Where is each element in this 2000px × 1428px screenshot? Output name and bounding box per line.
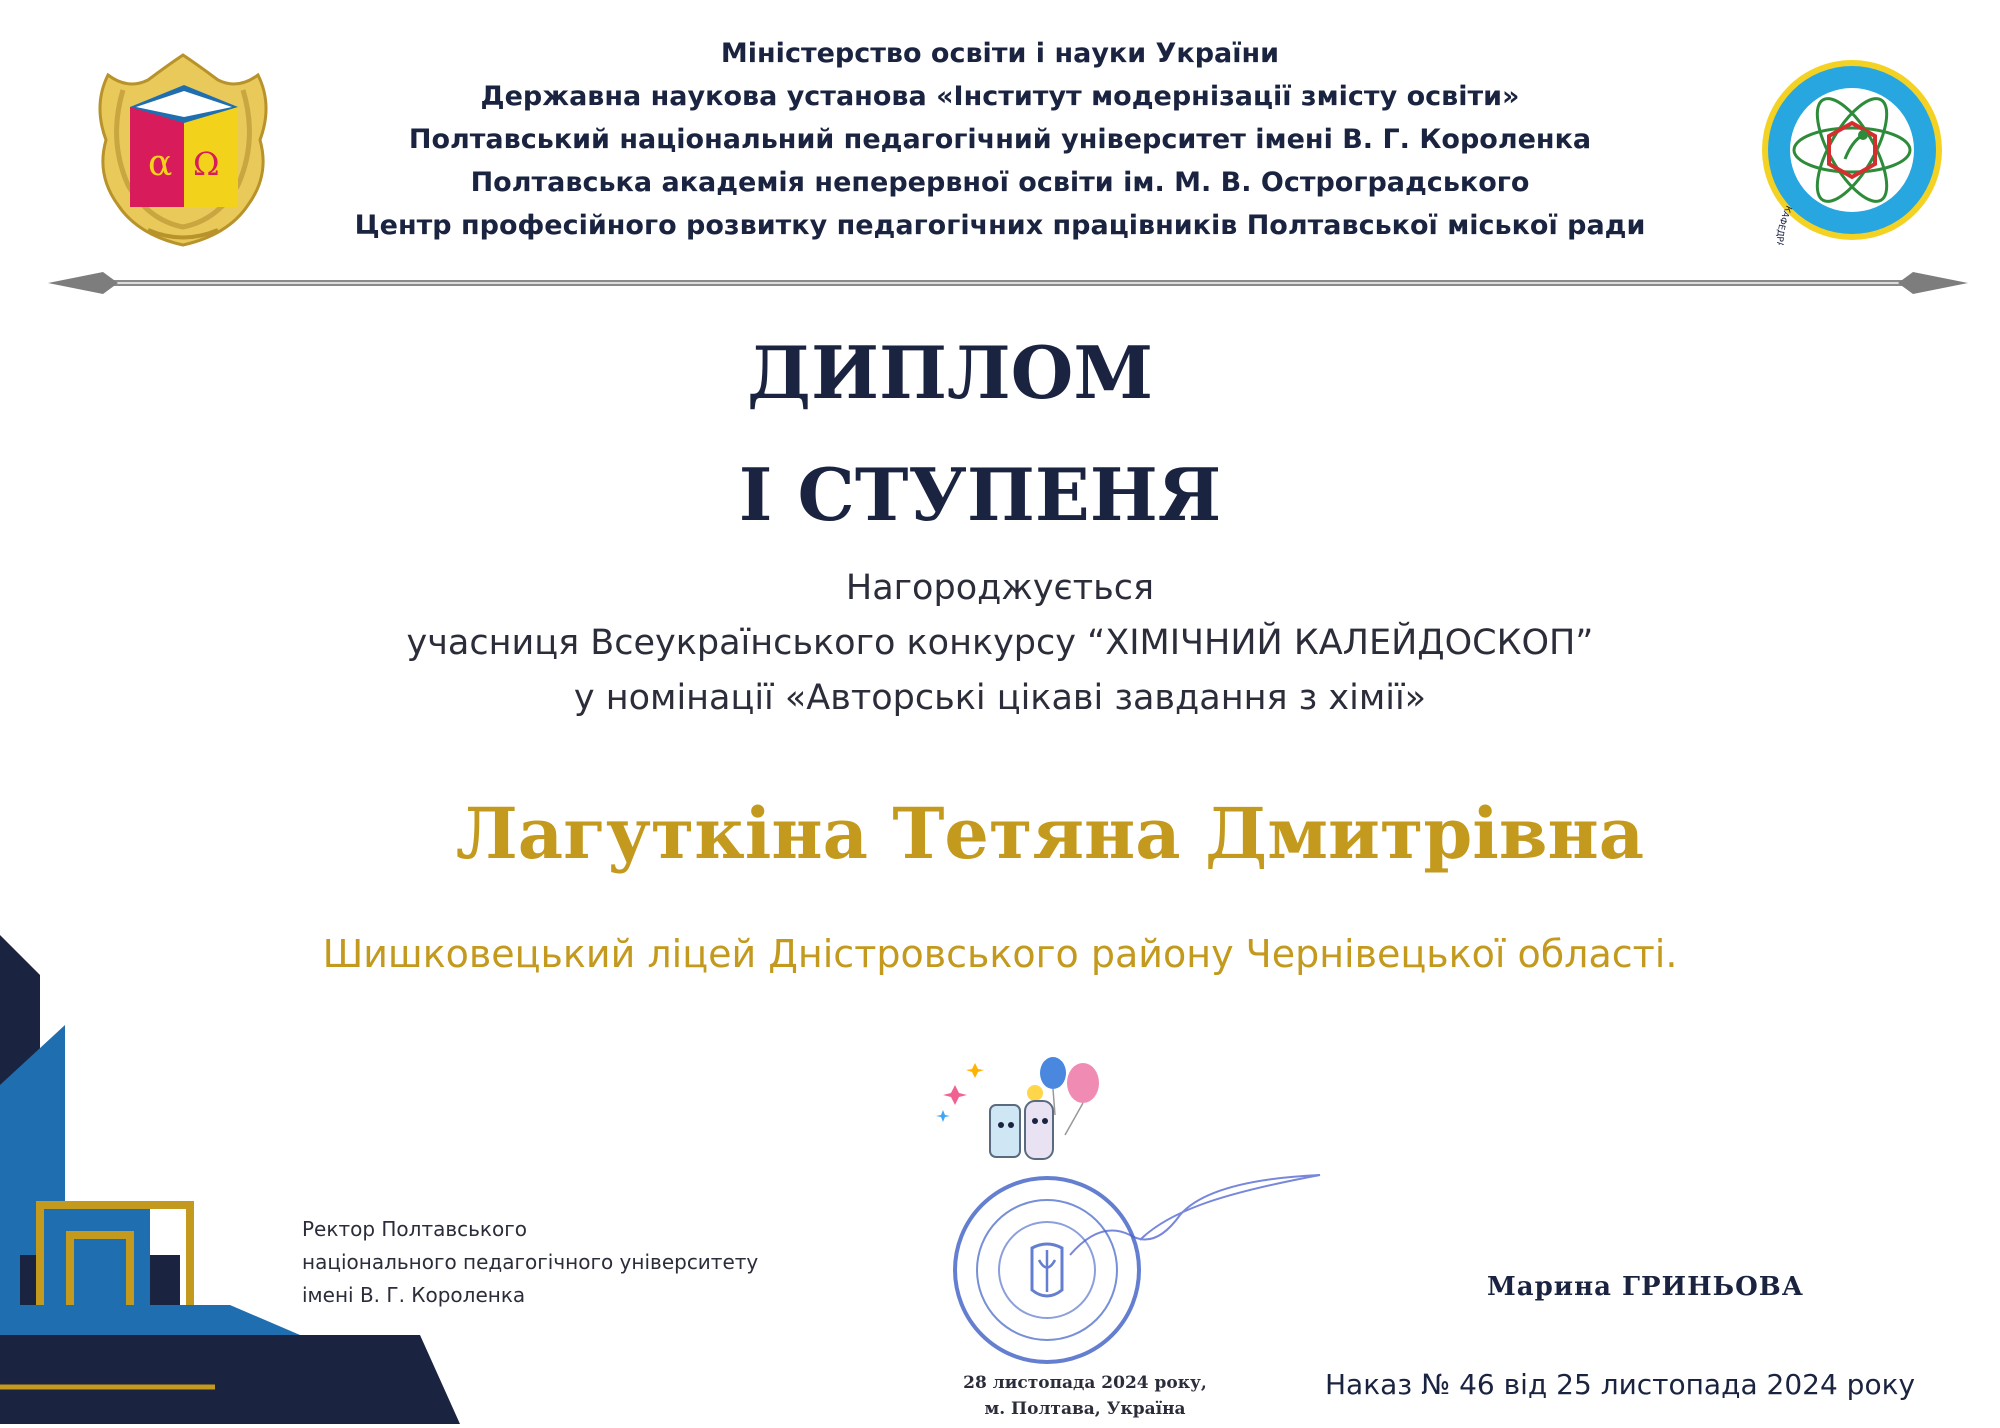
header-line-center: Центр професійного розвитку педагогічних працівників Полтавської міської ради	[354, 210, 1646, 241]
university-emblem	[88, 45, 278, 250]
diploma-title: ДИПЛОМ	[746, 330, 1154, 415]
header-line-university: Полтавський національний педагогічний університет імені В. Г. Короленка	[408, 124, 1592, 155]
institution-line: Шишковецький ліцей Дністровського району Чернівецької області.	[322, 932, 1678, 976]
header-line-institute: Державна наукова установа «Інститут модернізації змісту освіти»	[480, 81, 1520, 112]
rector-title	[302, 1213, 758, 1312]
rector-line-3: імені В. Г. Короленка	[302, 1283, 526, 1307]
contest-line: учасниця Всеукраїнського конкурсу “ХІМІЧНИЙ КАЛЕЙДОСКОП”	[406, 623, 1594, 663]
rector-line-2: національного педагогічного університету	[302, 1250, 759, 1274]
order-reference: Наказ № 46 від 25 листопада 2024 року	[1325, 1368, 1916, 1401]
department-emblem-text: КАФЕДРА	[1773, 203, 1794, 245]
nomination-line: у номінації «Авторські цікаві завдання з хімії»	[573, 678, 1427, 718]
department-emblem	[1757, 55, 1947, 245]
omega-letter: Ω	[193, 145, 220, 183]
header-line-ministry: Міністерство освіти і науки України	[720, 38, 1280, 69]
corner-decoration	[0, 935, 460, 1424]
rector-line-1: Ректор Полтавського	[302, 1217, 527, 1241]
signature-mark	[1060, 1160, 1330, 1270]
recipient-name: Лагуткіна Тетяна Дмитрівна	[455, 792, 1645, 875]
diploma-degree: І СТУПЕНЯ	[738, 452, 1222, 537]
stamp-date-line: 28 листопада 2024 року,	[963, 1373, 1207, 1393]
chemistry-mascot-illustration	[935, 1055, 1105, 1165]
header-line-academy: Полтавська академія неперервної освіти ім. М. В. Остроградського	[470, 167, 1530, 198]
alpha-letter: α	[148, 143, 173, 184]
awarded-line: Нагороджується	[845, 568, 1155, 608]
stamp-city-line: м. Полтава, Україна	[984, 1399, 1186, 1419]
signer-name: Марина ГРИНЬОВА	[1487, 1272, 1804, 1302]
header-divider	[48, 268, 1968, 298]
